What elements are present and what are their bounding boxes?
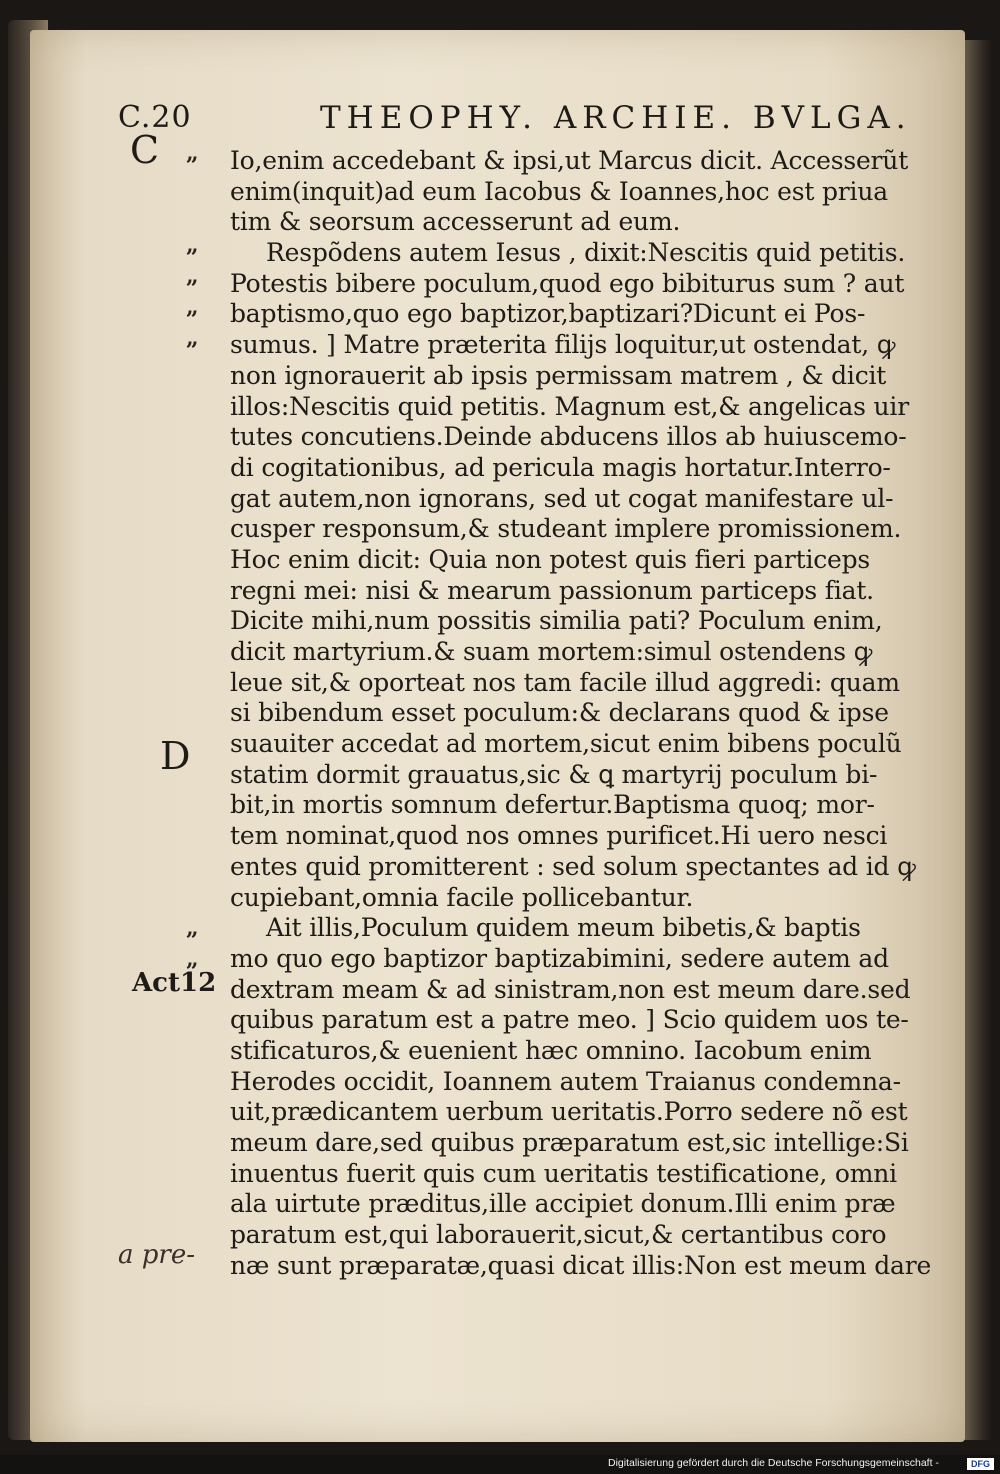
- text-line: tutes concutiens.Deinde abducens illos ab huiuscemo-: [230, 422, 907, 452]
- book-edge-right: [962, 40, 992, 1440]
- text-line: bit,in mortis somnum defertur.Baptisma quoq; mor-: [230, 790, 875, 820]
- text-line: statim dormit grauatus,sic & ꝗ martyrij poculum bi-: [230, 759, 878, 789]
- text-line: cupiebant,omnia facile pollicebantur.: [230, 882, 694, 912]
- text-line: ala uirtute præditus,ille accipiet donum.Illi enim præ: [230, 1189, 896, 1219]
- text-line: næ sunt præparatæ,quasi dicat illis:Non est meum dare: [230, 1250, 932, 1280]
- margin-letter-d: D: [160, 734, 191, 778]
- text-line: mo quo ego baptizor baptizabimini, sedere autem ad: [230, 943, 889, 973]
- text-line: stificaturos,& euenient hæc omnino. Iacobum enim: [230, 1035, 872, 1065]
- text-line: di cogitationibus, ad pericula magis hortatur.Interro-: [230, 452, 891, 482]
- text-line: paratum est,qui laborauerit,sicut,& certantibus coro: [230, 1220, 887, 1250]
- quote-mark: „: [186, 946, 199, 972]
- text-line: uit,prædicantem uerbum ueritatis.Porro sedere nõ est: [230, 1097, 908, 1127]
- text-line: enim(inquit)ad eum Iacobus & Ioannes,hoc est priua: [230, 176, 888, 206]
- quote-mark: „: [186, 263, 199, 289]
- text-line: sumus. ] Matre præterita filijs loquitur,ut ostendat, ꝙ: [230, 330, 896, 360]
- text-line: Dicite mihi,num possitis similia pati? Poculum enim,: [230, 606, 883, 636]
- text-line: Herodes occidit, Ioannem autem Traianus condemna-: [230, 1066, 901, 1096]
- text-line: Io,enim accedebant & ipsi,ut Marcus dicit. Accesserũt: [230, 146, 909, 175]
- folio-number: C.20: [118, 100, 192, 135]
- text-line: Hoc enim dicit: Quia non potest quis fieri particeps: [230, 544, 871, 574]
- text-line: Ait illis,Poculum quidem meum bibetis,& baptis: [266, 913, 861, 943]
- text-line: gat autem,non ignorans, sed ut cogat manifestare ul-: [230, 483, 894, 513]
- text-line: quibus paratum est a patre meo. ] Scio quidem uos te-: [230, 1005, 909, 1035]
- text-line: tim & seorsum accesserunt ad eum.: [230, 207, 681, 237]
- margin-reference: Act12: [132, 968, 217, 998]
- margin-letter-c: C: [130, 128, 160, 172]
- text-line: tem nominat,quod nos omnes purificet.Hi uero nesci: [230, 821, 888, 851]
- text-line: leue sit,& oporteat nos tam facile illud aggredi: quam: [230, 667, 900, 697]
- text-line: cusper responsum,& studeant implere promissionem.: [230, 514, 902, 544]
- quote-mark: „: [186, 140, 199, 166]
- text-line: regni mei: nisi & mearum passionum particeps fiat.: [230, 575, 874, 605]
- handwritten-note: a pre-: [118, 1240, 196, 1270]
- body-text: [230, 146, 932, 1281]
- text-line: baptismo,quo ego baptizor,baptizari?Dicunt ei Pos-: [230, 299, 866, 329]
- text-line: dicit martyrium.& suam mortem:simul ostendens ꝙ: [230, 637, 873, 666]
- text-line: dextram meam & ad sinistram,non est meum dare.sed: [230, 974, 911, 1004]
- quote-mark: „: [186, 232, 199, 258]
- text-line: si bibendum esset poculum:& declarans quod & ipse: [230, 698, 889, 728]
- quote-mark: „: [186, 915, 199, 941]
- quote-mark: „: [186, 325, 199, 351]
- text-line: Potestis bibere poculum,quod ego bibiturus sum ? aut: [230, 268, 905, 298]
- quote-mark: „: [186, 294, 199, 320]
- dfg-logo: DFG: [967, 1458, 994, 1470]
- text-line: suauiter accedat ad mortem,sicut enim bibens poculũ: [230, 729, 902, 759]
- digitization-credit: Digitalisierung gefördert durch die Deutsche Forschungsgemeinschaft -: [608, 1457, 939, 1469]
- text-line: non ignorauerit ab ipsis permissam matrem , & dicit: [230, 360, 887, 390]
- text-line: meum dare,sed quibus præparatum est,sic intellige:Si: [230, 1128, 909, 1157]
- text-line: Respõdens autem Iesus , dixit:Nescitis quid petitis.: [266, 238, 906, 268]
- text-line: inuentus fuerit quis cum ueritatis testificatione, omni: [230, 1158, 897, 1188]
- text-line: entes quid promitterent : sed solum spectantes ad id ꝙ: [230, 851, 916, 881]
- running-title: THEOPHY. ARCHIE. BVLGA.: [320, 100, 912, 136]
- text-line: illos:Nescitis quid petitis. Magnum est,& angelicas uir: [230, 391, 909, 421]
